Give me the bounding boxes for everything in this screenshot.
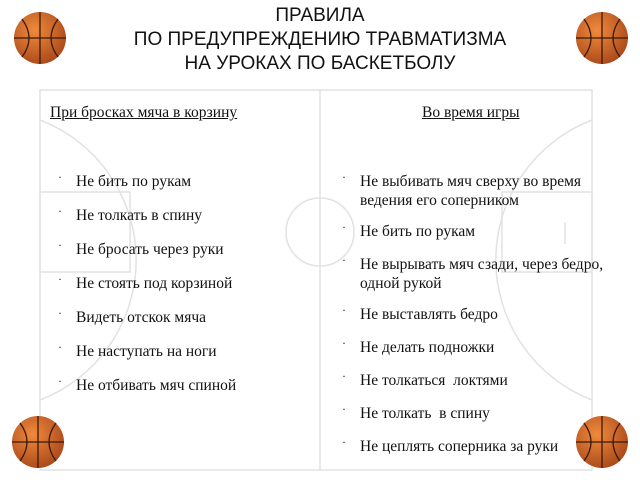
right-rules-list [342,172,632,470]
rule-text: Не стоять под корзиной [76,275,233,292]
bullet-icon: · [342,303,346,317]
rule-text: Не наступать на ноги [76,343,217,360]
bullet-icon: · [342,253,346,267]
title-line-3: НА УРОКАХ ПО БАСКЕТБОЛУ [184,53,456,74]
rule-text: Не отбивать мяч спиной [76,377,237,394]
rule-text: Не выставлять бедро [360,306,498,323]
rule-text: Не цеплять соперника за руки [360,438,559,455]
list-item [342,222,632,241]
bullet-icon: · [58,272,62,286]
rule-text: Не бить по рукам [76,173,192,190]
bullet-icon: · [58,170,62,184]
bullet-icon: · [342,336,346,350]
title-line-1: ПРАВИЛА [275,5,365,26]
list-item [342,338,632,357]
bullet-icon: · [342,369,346,383]
list-item [58,342,308,376]
list-item [58,240,308,274]
rule-text: Не вырывать мяч сзади, через бедро, одной рукой [360,256,604,292]
list-item [342,305,632,324]
list-item [58,172,308,206]
list-item [342,371,632,390]
left-column-heading: При бросках мяча в корзину [50,104,238,121]
bullet-icon: · [58,204,62,218]
list-item [58,274,308,308]
rule-text: Не бросать через руки [76,241,224,258]
list-item [58,308,308,342]
bullet-icon: · [58,238,62,252]
rule-text: Не делать подножки [360,339,495,356]
rule-text: Не толкать в спину [360,405,490,422]
rule-text: Не бить по рукам [360,223,476,240]
list-item [342,437,632,456]
list-item [342,172,632,210]
list-item [58,206,308,240]
left-rules-list [58,172,308,410]
right-column-heading: Во время игры [422,104,520,121]
rule-text: Не толкаться локтями [360,372,508,389]
bullet-icon: · [342,402,346,416]
basketball-icon [10,414,66,470]
bullet-icon: · [58,374,62,388]
bullet-icon: · [342,435,346,449]
basketball-icon [12,10,68,66]
rule-text: Видеть отскок мяча [76,309,207,326]
bullet-icon: · [58,306,62,320]
bullet-icon: · [58,340,62,354]
list-item [342,255,632,293]
bullet-icon: · [342,170,346,184]
rule-text: Не выбивать мяч сверху во время ведения его соперником [360,173,582,209]
title-line-2: ПО ПРЕДУПРЕЖДЕНИЮ ТРАВМАТИЗМА [133,29,507,50]
list-item [58,376,308,410]
page-title [80,4,560,76]
bullet-icon: · [342,220,346,234]
rule-text: Не толкать в спину [76,207,202,224]
list-item [342,404,632,423]
basketball-icon [574,10,630,66]
